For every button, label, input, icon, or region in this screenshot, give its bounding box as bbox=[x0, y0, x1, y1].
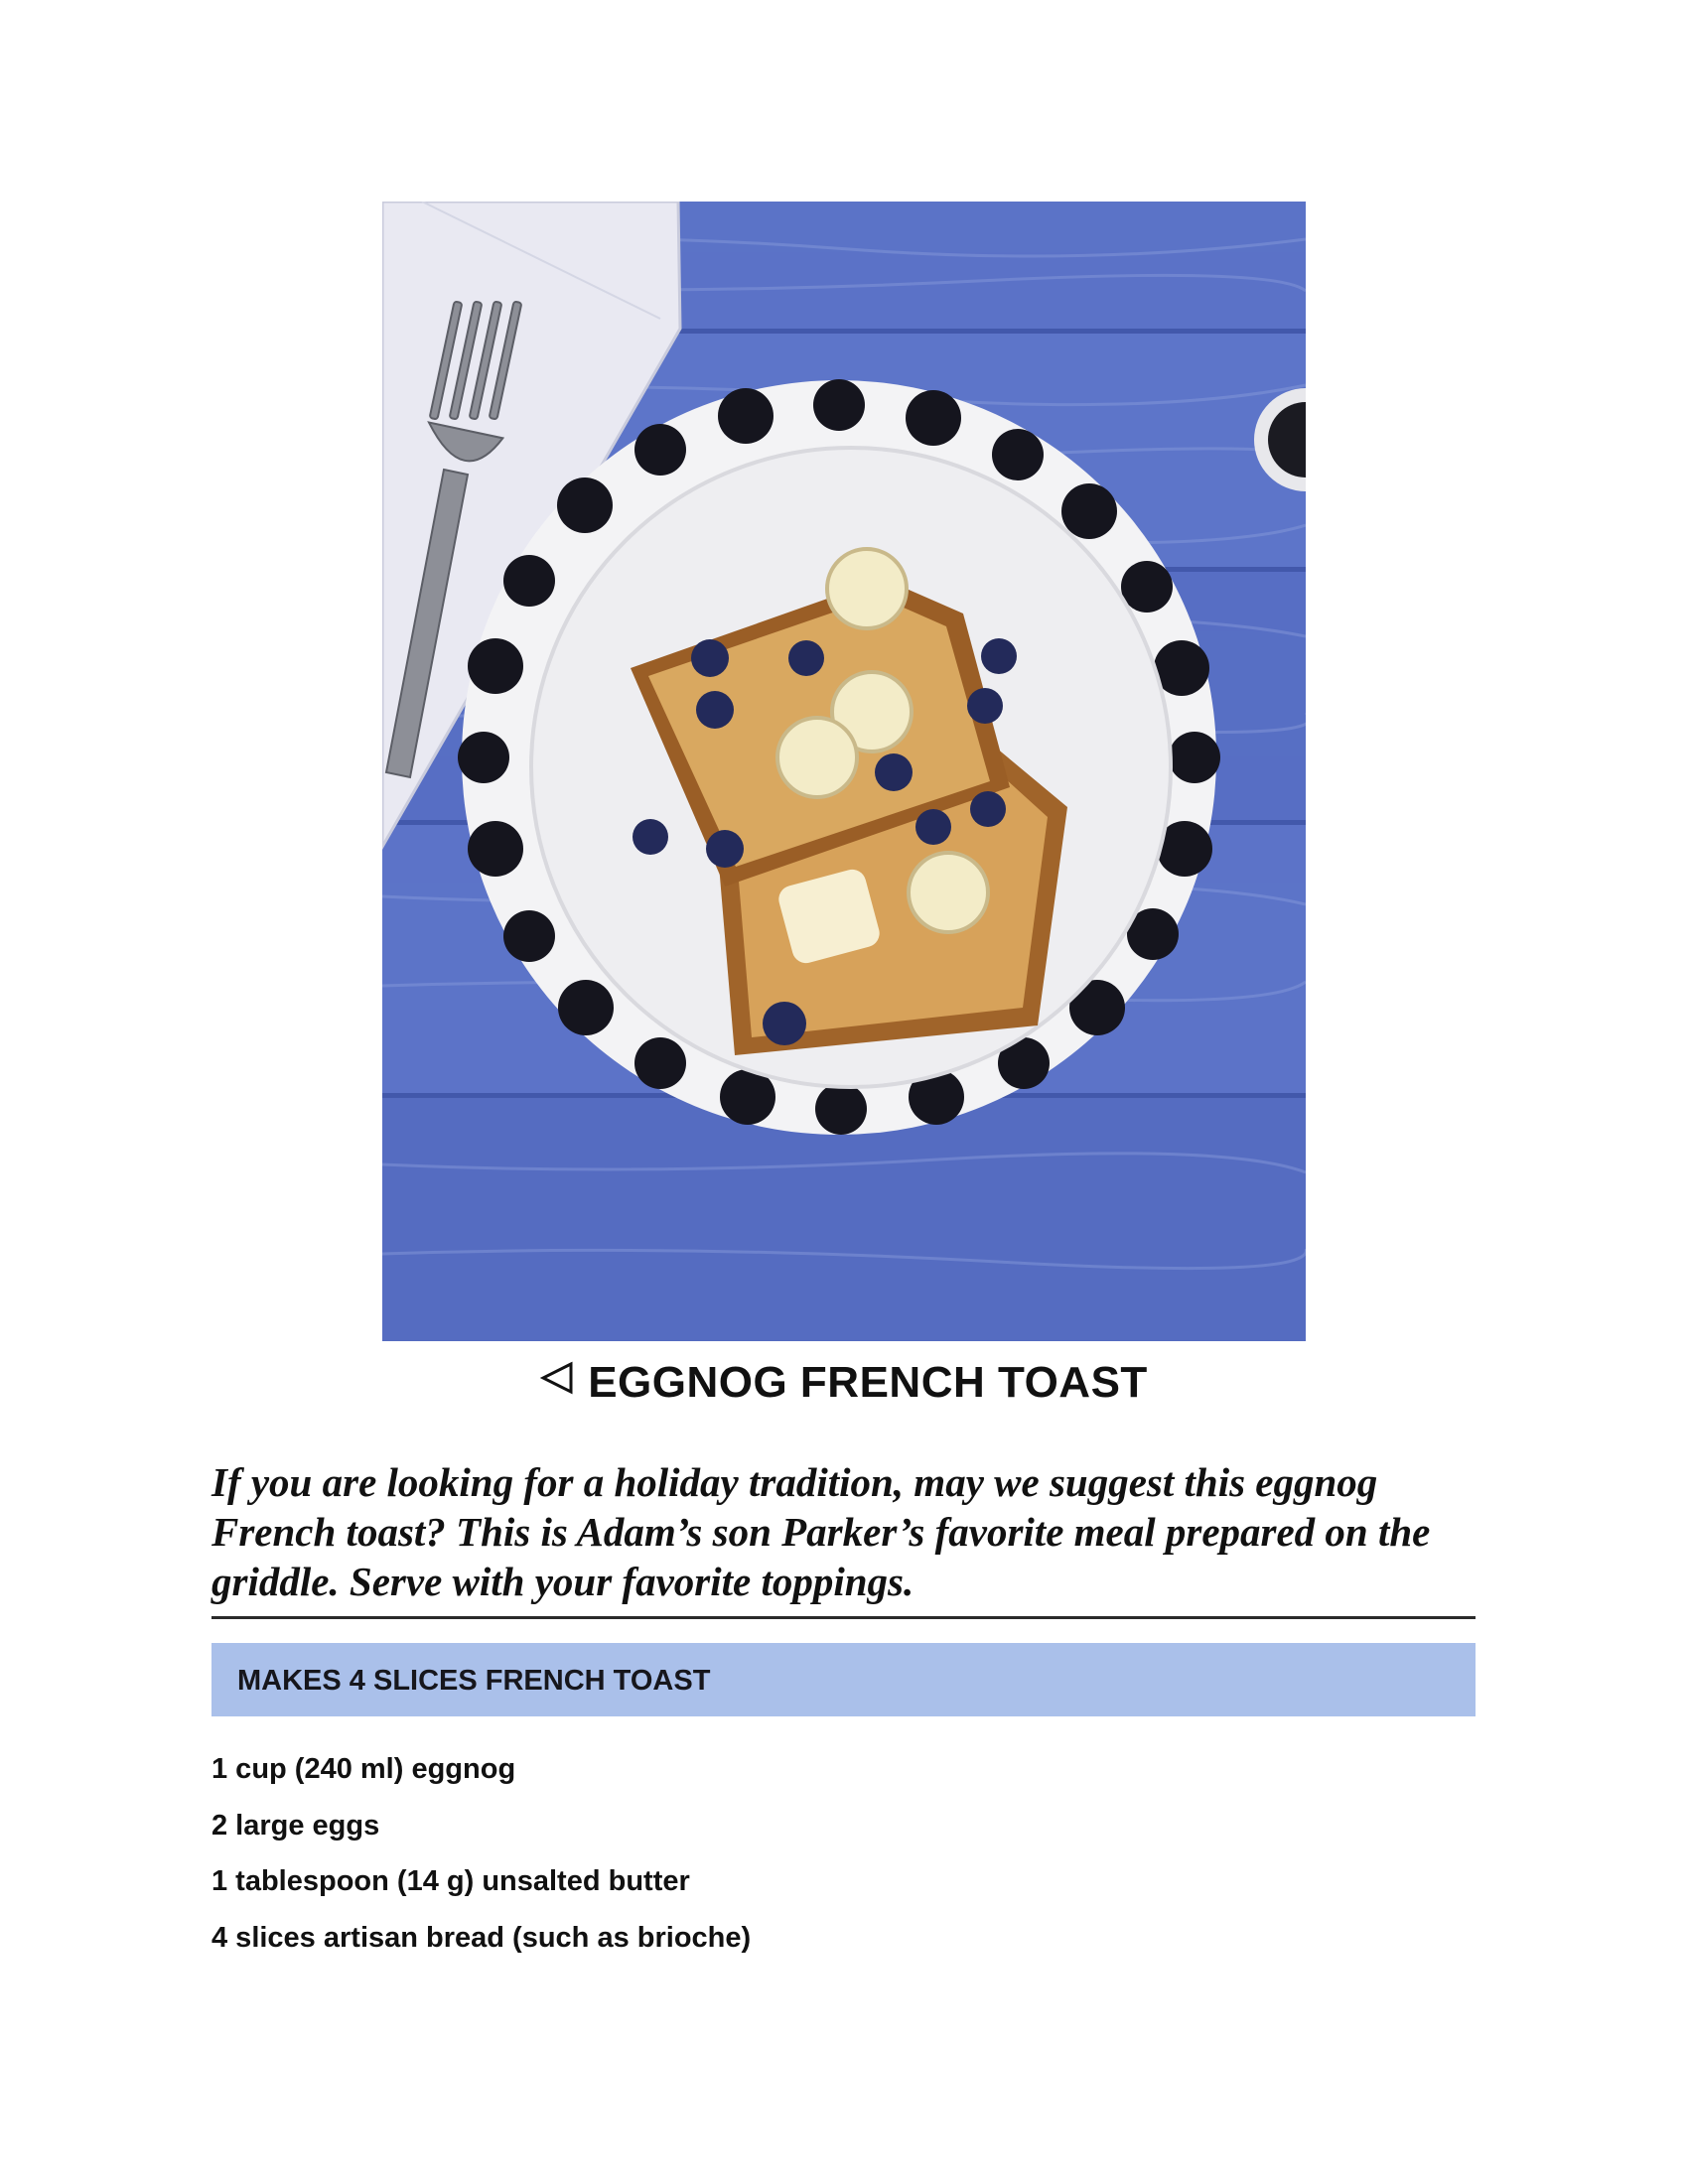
ingredient-item: 2 large eggs bbox=[211, 1809, 380, 1842]
recipe-title bbox=[0, 1358, 1688, 1410]
ingredient-item: 1 tablespoon (14 g) unsalted butter bbox=[211, 1865, 690, 1897]
recipe-intro: If you are looking for a holiday tradition, may we suggest this eggnog French toast? This is Adam’s son Parker’s favorite meal prepared on the griddle. Serve with your favorite toppings. bbox=[211, 1459, 1431, 1604]
yield-banner bbox=[211, 1643, 1476, 1716]
ingredient-item: 4 slices artisan bread (such as brioche) bbox=[211, 1921, 752, 1954]
divider bbox=[211, 1616, 1476, 1619]
yield-text: MAKES 4 SLICES FRENCH TOAST bbox=[237, 1665, 711, 1697]
ingredient-item: 1 cup (240 ml) eggnog bbox=[211, 1753, 516, 1785]
recipe-title-text: EGGNOG FRENCH TOAST bbox=[588, 1358, 1148, 1407]
french-toast-photo bbox=[382, 202, 1306, 1341]
ingredient-list bbox=[211, 1741, 751, 1966]
triangle-left-outline-icon bbox=[540, 1356, 574, 1406]
